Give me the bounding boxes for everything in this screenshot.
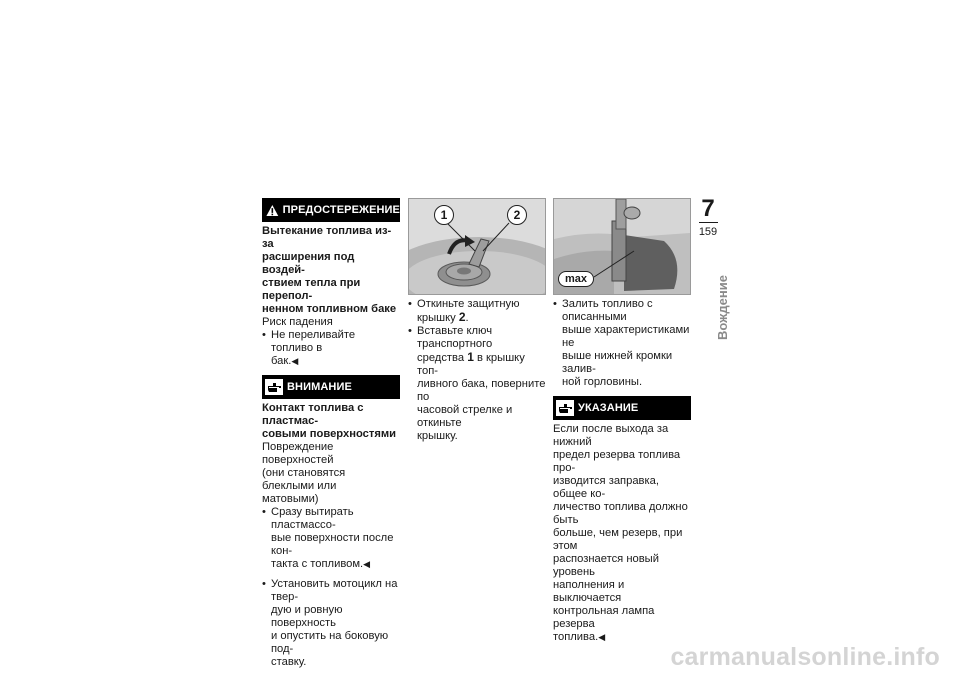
attention-label: ВНИМАНИЕ — [287, 380, 352, 393]
max-level-label: max — [558, 271, 594, 287]
pointing-hand-icon — [556, 400, 574, 416]
page-number: 159 — [698, 226, 718, 238]
column-3 — [553, 198, 691, 644]
chapter-divider — [699, 222, 718, 223]
warning-label: ПРЕДОСТЕРЕЖЕНИЕ — [282, 203, 400, 216]
attention-bullet: • Сразу вытирать пластмассо- вые поверхности после кон- такта с топливом.◀ — [262, 506, 400, 571]
step-bullet: • Залить топливо с описанными выше характеристиками не выше нижней кромки залив- ной горловины. — [553, 298, 691, 389]
attention-text: Повреждение поверхностей (они становятся блеклыми или матовыми) — [262, 441, 346, 505]
attention-banner — [262, 375, 400, 399]
warning-triangle-icon — [266, 203, 279, 218]
fuel-filler-figure — [553, 198, 691, 295]
warning-risk-text: Риск падения — [262, 316, 333, 328]
step-bullet: • Установить мотоцикл на твер- дую и ровную поверхность и опустить на боковую под- ставку. — [262, 578, 400, 669]
column-2 — [408, 198, 546, 443]
warning-heading: Вытекание топлива из-за расширения под воздей- ствием тепла при перепол- ненном топливном баке — [262, 225, 397, 315]
section-title: Вождение — [715, 275, 730, 340]
fuel-cap-figure — [408, 198, 546, 295]
warning-banner — [262, 198, 400, 222]
step-bullet: • Вставьте ключ транспортного средства 1 в крышку топ- ливного бака, поверните по часовой стрелке и откиньте крышку. — [408, 325, 546, 443]
step-bullet: • Откиньте защитную крышку 2. — [408, 298, 546, 325]
end-marker-icon: ◀ — [291, 356, 299, 366]
end-marker-icon: ◀ — [598, 632, 606, 642]
callout-1: 1 — [434, 205, 454, 225]
end-marker-icon: ◀ — [363, 559, 371, 569]
pointing-hand-icon — [265, 379, 283, 395]
note-banner — [553, 396, 691, 420]
warning-bullet: • Не переливайте топливо в бак.◀ — [262, 329, 400, 368]
column-1 — [262, 198, 400, 669]
callout-2: 2 — [507, 205, 527, 225]
watermark: carmanualsonline.info — [670, 643, 940, 671]
note-text: Если после выхода за нижний предел резерва топлива про- изводится заправка, общее ко- личество топлива должно быть больше, чем резерв, при этом распознается новый уровень наполнения и выключается контрольная лампа резерва топлива.◀ — [553, 423, 688, 643]
chapter-number: 7 — [701, 195, 715, 222]
attention-heading: Контакт топлива с пластмас- совыми поверхностями — [262, 402, 397, 440]
note-label: УКАЗАНИЕ — [578, 401, 639, 414]
